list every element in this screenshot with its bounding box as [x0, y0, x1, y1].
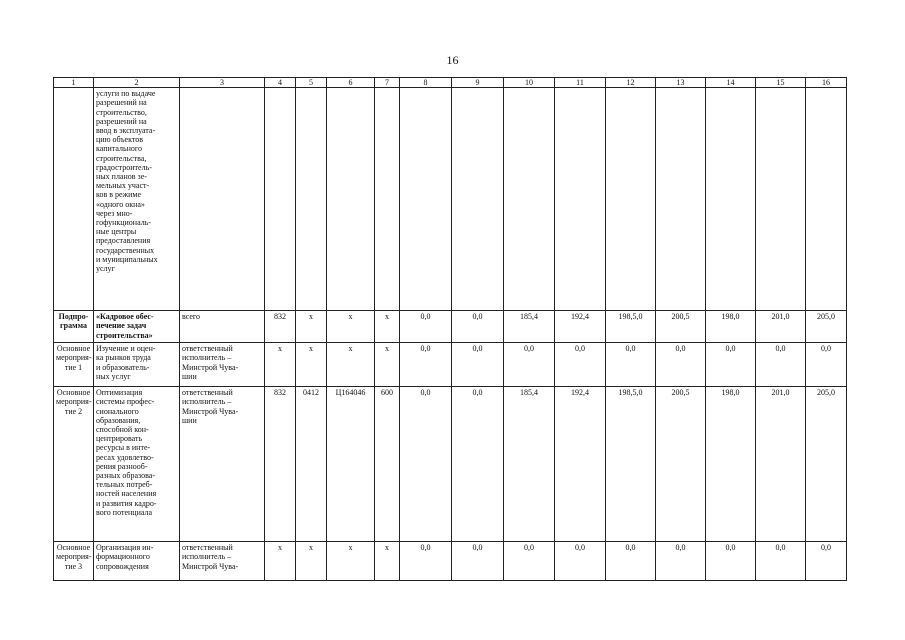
table-cell	[706, 88, 756, 311]
table-cell	[606, 88, 656, 311]
table-cell: 192,4	[555, 311, 606, 343]
table-cell: х	[375, 311, 400, 343]
table-cell: «Кадровое обес- печение задач строительства»	[94, 311, 180, 343]
table-cell: 0,0	[706, 542, 756, 581]
table-cell: 200,5	[656, 311, 706, 343]
table-cell: 0,0	[555, 343, 606, 387]
table-cell: 0,0	[504, 343, 555, 387]
table-row	[54, 387, 847, 542]
table-cell: 0,0	[606, 343, 656, 387]
table-cell: 0,0	[706, 343, 756, 387]
table-cell: х	[296, 311, 327, 343]
table-cell: 0,0	[756, 542, 806, 581]
table-cell: 0,0	[656, 542, 706, 581]
table-cell	[656, 88, 706, 311]
table-cell: Организация ин- формационного сопровождения	[94, 542, 180, 581]
header-cell: 1	[54, 78, 94, 88]
table-cell: 201,0	[756, 311, 806, 343]
table-cell: услуги по выдаче разрешений на строительство, разрешений на ввод в эксплуата- цию объектов капитального строительства, градостроитель- ных планов зе- мельных участ- ков в режиме «одного окна» через мно- гофункциональ- ные центры предоставления государственных и муниципальных услуг	[94, 88, 180, 311]
table-cell: 0,0	[400, 387, 452, 542]
table-cell: всего	[180, 311, 265, 343]
table-cell: 0,0	[656, 343, 706, 387]
table-cell: 832	[265, 311, 296, 343]
header-cell: 15	[756, 78, 806, 88]
table-cell: 0,0	[606, 542, 656, 581]
table-cell: Основное мероприя- тие 3	[54, 542, 94, 581]
table-cell: х	[296, 343, 327, 387]
table-cell: 205,0	[806, 387, 847, 542]
table-row	[54, 88, 847, 311]
budget-table	[53, 77, 847, 581]
table-cell: 0,0	[555, 542, 606, 581]
table-cell	[296, 88, 327, 311]
table-cell: 198,5,0	[606, 311, 656, 343]
header-cell: 4	[265, 78, 296, 88]
header-cell: 3	[180, 78, 265, 88]
header-cell: 5	[296, 78, 327, 88]
table-row	[54, 542, 847, 581]
table-cell: х	[375, 343, 400, 387]
table-cell	[375, 88, 400, 311]
table-cell: 201,0	[756, 387, 806, 542]
table-cell	[555, 88, 606, 311]
header-cell: 7	[375, 78, 400, 88]
header-cell: 6	[327, 78, 375, 88]
header-cell: 2	[94, 78, 180, 88]
table-cell: 0,0	[806, 343, 847, 387]
table-cell: Оптимизация системы профес- сионального образования, способной кон- центрировать ресурсы в инте- ресах удовлетво- рения разнооб- разных образова- тельных потреб- ностей населения и развития кадро- вого потенциала	[94, 387, 180, 542]
table-cell: 198,0	[706, 311, 756, 343]
table-cell	[327, 88, 375, 311]
table-row	[54, 311, 847, 343]
table-cell: ответственный исполнитель – Минстрой Чува-	[180, 542, 265, 581]
table-cell: Основное мероприя- тие 1	[54, 343, 94, 387]
table-cell: 198,0	[706, 387, 756, 542]
table-row	[54, 343, 847, 387]
table-cell: 192,4	[555, 387, 606, 542]
table-cell: 185,4	[504, 387, 555, 542]
table-cell: 0,0	[806, 542, 847, 581]
table-cell: 0,0	[452, 343, 504, 387]
page-number: 16	[446, 53, 459, 67]
table-cell: 198,5,0	[606, 387, 656, 542]
table-cell: х	[327, 311, 375, 343]
table-cell: х	[265, 542, 296, 581]
table-cell	[400, 88, 452, 311]
table-cell: х	[296, 542, 327, 581]
table-header-row	[54, 78, 847, 88]
table-cell: х	[375, 542, 400, 581]
table-cell: Изучение и оцен- ка рынков труда и образователь- ных услуг	[94, 343, 180, 387]
header-cell: 8	[400, 78, 452, 88]
table-cell: ответственный исполнитель – Минстрой Чува- шии	[180, 343, 265, 387]
table-cell: 185,4	[504, 311, 555, 343]
table-cell: 0,0	[452, 311, 504, 343]
table-cell: 0,0	[452, 387, 504, 542]
table-cell: 0,0	[400, 311, 452, 343]
table-cell: ответственный исполнитель – Минстрой Чува- шии	[180, 387, 265, 542]
table-cell: Подпро- грамма	[54, 311, 94, 343]
table-cell: 0,0	[452, 542, 504, 581]
table-cell	[806, 88, 847, 311]
header-cell: 12	[606, 78, 656, 88]
table-cell	[265, 88, 296, 311]
table-cell	[504, 88, 555, 311]
table-cell: х	[327, 542, 375, 581]
table-cell: Ц164046	[327, 387, 375, 542]
table-cell: 0,0	[756, 343, 806, 387]
table-cell: 0,0	[400, 542, 452, 581]
table-cell: 0,0	[400, 343, 452, 387]
table-cell: 200,5	[656, 387, 706, 542]
table-cell: 0,0	[504, 542, 555, 581]
table-cell: 832	[265, 387, 296, 542]
header-cell: 11	[555, 78, 606, 88]
header-cell: 9	[452, 78, 504, 88]
table-cell: 205,0	[806, 311, 847, 343]
header-cell: 14	[706, 78, 756, 88]
table-cell: 0412	[296, 387, 327, 542]
table-cell: 600	[375, 387, 400, 542]
table-cell	[756, 88, 806, 311]
table-cell	[452, 88, 504, 311]
table-cell: х	[327, 343, 375, 387]
table-cell	[54, 88, 94, 311]
table-cell	[180, 88, 265, 311]
header-cell: 10	[504, 78, 555, 88]
header-cell: 16	[806, 78, 847, 88]
table-cell: Основное мероприя- тие 2	[54, 387, 94, 542]
table-cell: х	[265, 343, 296, 387]
header-cell: 13	[656, 78, 706, 88]
